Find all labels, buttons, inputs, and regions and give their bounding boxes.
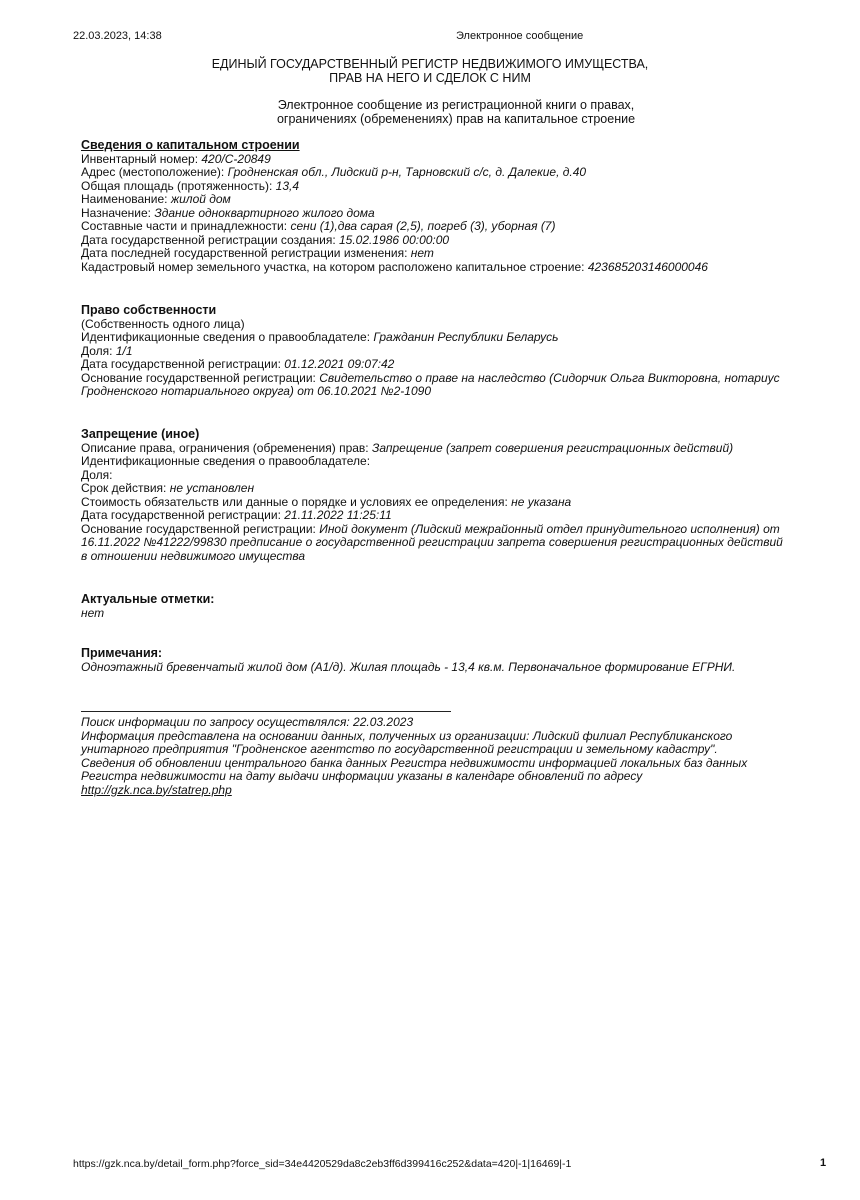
ban-desc-label: Описание права, ограничения (обременения) прав: [81, 440, 369, 455]
parts-value: сени (1),два сарая (2,5), погреб (3), уборная (7) [290, 219, 556, 233]
cadastral-row [81, 261, 841, 275]
parts-label: Составные части и принадлежности: [81, 219, 288, 233]
ban-basis-value: Иной документ (Лидский межрайонный отдел принудительного исполнения) от [319, 521, 780, 536]
creation-date-label: Дата государственной регистрации создания: [81, 232, 336, 247]
ban-share-label: Доля: [81, 467, 113, 482]
share-label: Доля: [81, 343, 113, 358]
change-date-value: нет [410, 246, 434, 260]
calendar-link[interactable]: http://gzk.nca.by/statrep.php [81, 782, 232, 797]
ban-term-row [81, 482, 841, 496]
update-line-1: Сведения об обновлении центрального банка данных Регистра недвижимости информацией локальных баз данных [81, 755, 748, 770]
cadastral-label: Кадастровый номер земельного участка, на котором расположено капитальное строение: [81, 259, 585, 274]
ownership-basis-label: Основание государственной регистрации: [81, 370, 316, 385]
ownership-reg-date-label: Дата государственной регистрации: [81, 357, 281, 371]
marks-value: нет [81, 605, 105, 620]
ban-term-value: не установлен [169, 481, 255, 495]
ownership-basis-continuation: Гродненского нотариального округа) от 06.10.2021 №2-1090 [81, 384, 431, 398]
document-subtitle [26, 98, 860, 126]
search-info [81, 716, 841, 797]
owner-row [81, 331, 841, 345]
area-value: 13,4 [275, 178, 300, 193]
ownership-basis-row [81, 372, 841, 386]
building-section [81, 139, 841, 274]
inventory-number-label: Инвентарный номер: [81, 151, 199, 166]
ban-section [81, 428, 841, 563]
ban-term-label: Срок действия: [81, 481, 167, 495]
ban-cost-value: не указана [511, 494, 572, 509]
creation-date-row [81, 234, 841, 248]
notes-section [81, 647, 841, 674]
owner-label: Идентификационные сведения о правообладателе: [81, 330, 371, 344]
address-value: Гродненская обл., Лидский р-н, Тарновский с/с, д. Далекие, д.40 [227, 165, 587, 179]
inventory-number-row [81, 153, 841, 167]
address-row [81, 166, 841, 180]
purpose-value: Здание одноквартирного жилого дома [154, 205, 375, 220]
ban-reg-date-label: Дата государственной регистрации: [81, 508, 281, 522]
page-number: 1 [820, 1157, 827, 1169]
document-title [0, 57, 860, 85]
notes-heading: Примечания: [81, 646, 163, 660]
footer-separator [81, 711, 451, 712]
print-datetime: 22.03.2023, 14:38 [73, 30, 162, 42]
share-value: 1/1 [115, 343, 133, 358]
name-row [81, 193, 841, 207]
source-line-2: унитарного предприятия "Гродненское агентство по государственной регистрации и земельному кадастру". [81, 742, 718, 756]
inventory-number-value: 420/C-20849 [201, 151, 271, 166]
address-label: Адрес (местоположение): [81, 165, 225, 179]
ban-heading: Запрещение (иное) [81, 427, 200, 441]
ownership-reg-date-value: 01.12.2021 09:07:42 [284, 357, 395, 371]
name-value: жилой дом [170, 192, 231, 206]
ownership-reg-date-row [81, 358, 841, 372]
building-heading: Сведения о капитальном строении [81, 138, 300, 152]
ban-cost-row [81, 496, 841, 510]
cadastral-value: 423685203146000046 [587, 259, 708, 274]
purpose-row [81, 207, 841, 221]
ban-basis-row [81, 523, 841, 537]
update-line-2: Регистра недвижимости на дату выдачи информации указаны в календаре обновлений по адресу [81, 769, 643, 783]
title-line-2: ПРАВ НА НЕГО И СДЕЛОК С НИМ [329, 71, 531, 85]
search-date: Поиск информации по запросу осуществлялся: 22.03.2023 [81, 715, 414, 729]
ban-reg-date-value: 21.11.2022 11:25:11 [284, 508, 392, 522]
marks-heading: Актуальные отметки: [81, 592, 215, 606]
purpose-label: Назначение: [81, 205, 152, 220]
ban-holder-label: Идентификационные сведения о правообладателе: [81, 454, 371, 468]
title-line-1: ЕДИНЫЙ ГОСУДАРСТВЕННЫЙ РЕГИСТР НЕДВИЖИМОГО ИМУЩЕСТВА, [211, 57, 649, 71]
name-label: Наименование: [81, 192, 168, 206]
ban-reg-date-row [81, 509, 841, 523]
change-date-label: Дата последней государственной регистрации изменения: [81, 246, 408, 260]
source-line-1: Информация представлена на основании данных, полученных из организации: Лидский филиал Республиканского [81, 728, 733, 743]
print-url: https://gzk.nca.by/detail_form.php?force_sid=34e4420529da8c2eb3ff6d399416c252&data=420|-1|16469|-1 [73, 1158, 572, 1170]
ban-desc-row [81, 442, 841, 456]
ban-basis-label: Основание государственной регистрации: [81, 521, 316, 536]
ban-cost-label: Стоимость обязательств или данные о порядке и условиях ее определения: [81, 494, 508, 509]
ownership-basis-value: Свидетельство о праве на наследство (Сидорчик Ольга Викторовна, нотариус [319, 370, 780, 385]
creation-date-value: 15.02.1986 00:00:00 [339, 232, 450, 247]
ban-desc-value: Запрещение (запрет совершения регистрационных действий) [371, 440, 734, 455]
area-row [81, 180, 841, 194]
area-label: Общая площадь (протяженность): [81, 178, 273, 193]
ownership-section [81, 304, 841, 399]
owner-value: Гражданин Республики Беларусь [373, 330, 559, 344]
ownership-type: (Собственность одного лица) [81, 316, 245, 331]
change-date-row [81, 247, 841, 261]
ownership-heading: Право собственности [81, 303, 217, 317]
subtitle-line-2: ограничениях (обременениях) прав на капитальное строение [276, 112, 636, 126]
ban-basis-continuation-1: 16.11.2022 №41222/99830 предписание о государственной регистрации запрета совершения регистрационных действий [81, 535, 783, 549]
parts-row [81, 220, 841, 234]
ban-basis-continuation-2: в отношении недвижимого имущества [81, 548, 305, 563]
marks-section [81, 593, 841, 620]
subtitle-line-1: Электронное сообщение из регистрационной книги о правах, [277, 98, 635, 112]
notes-value: Одноэтажный бревенчатый жилой дом (А1/д). Жилая площадь - 13,4 кв.м. Первоначальное формирование ЕГРНИ. [81, 659, 736, 674]
share-row [81, 345, 841, 359]
print-page-title: Электронное сообщение [456, 30, 584, 42]
